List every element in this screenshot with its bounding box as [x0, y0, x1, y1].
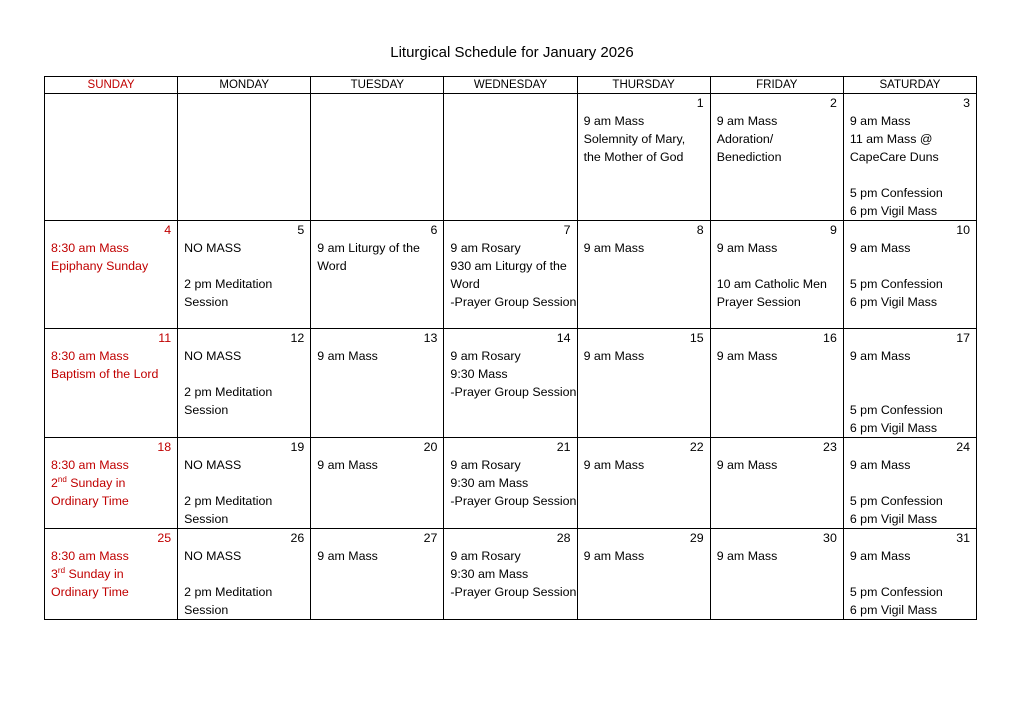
- day-number: 23: [823, 440, 837, 454]
- event-line: 9 am Mass: [716, 458, 778, 472]
- event-line: 9 am Mass: [849, 458, 911, 472]
- event-line: 2nd Sunday in: [51, 474, 126, 490]
- header-wednesday: WEDNESDAY: [444, 77, 577, 94]
- event-line: 9 am Mass: [849, 549, 911, 563]
- day-cell-sunday: [45, 221, 178, 329]
- day-cell-sunday: [45, 438, 178, 529]
- day-number: 14: [556, 331, 571, 345]
- event-line: 9:30 am Mass: [450, 476, 529, 490]
- event-line: 3rd Sunday in: [51, 565, 124, 581]
- event-line: 6 pm Vigil Mass: [849, 295, 938, 309]
- day-cell-tuesday: [311, 329, 444, 438]
- event-line: 6 pm Vigil Mass: [849, 512, 938, 526]
- event-line: 2 pm Meditation: [184, 277, 273, 291]
- day-cell-wednesday: [444, 94, 577, 221]
- day-cell-friday: [710, 329, 843, 438]
- day-number: 29: [689, 531, 704, 545]
- header-saturday: SATURDAY: [843, 77, 976, 94]
- event-line: 9 am Mass: [716, 114, 778, 128]
- event-line: 5 pm Confession: [849, 585, 943, 599]
- day-cell-monday: [178, 94, 311, 221]
- header-tuesday: TUESDAY: [311, 77, 444, 94]
- event-line: 5 pm Confession: [849, 186, 943, 200]
- day-number: 5: [297, 223, 305, 237]
- event-line: Solemnity of Mary,: [583, 132, 686, 146]
- day-cell-wednesday: [444, 221, 577, 329]
- event-line: 9 am Rosary: [450, 241, 521, 255]
- event-line: 9 am Rosary: [450, 458, 521, 472]
- day-number: 1: [696, 96, 704, 110]
- event-line: 9 am Mass: [583, 349, 645, 363]
- day-cell-friday: [710, 94, 843, 221]
- header-monday: MONDAY: [178, 77, 311, 94]
- event-line: 5 pm Confession: [849, 494, 943, 508]
- event-line: 9 am Mass: [849, 241, 911, 255]
- event-line: 2 pm Meditation: [184, 585, 273, 599]
- event-line: Epiphany Sunday: [51, 259, 149, 273]
- day-cell-wednesday: [444, 438, 577, 529]
- event-line: 9 am Mass: [317, 549, 378, 563]
- day-cell-sunday: [45, 94, 178, 221]
- event-line: Adoration/: [716, 132, 774, 146]
- week-row: [45, 329, 977, 438]
- day-cell-tuesday: [311, 221, 444, 329]
- header-sunday: SUNDAY: [45, 77, 178, 94]
- day-cell-wednesday: [444, 529, 577, 620]
- day-cell-friday: [710, 221, 843, 329]
- event-line: [850, 365, 970, 383]
- day-cell-monday: [178, 221, 311, 329]
- week-row: [45, 221, 977, 329]
- event-line: 10 am Catholic Men: [716, 277, 827, 291]
- week-row: [45, 529, 977, 620]
- day-number: 18: [157, 440, 172, 454]
- event-line: 9 am Mass: [317, 349, 378, 363]
- event-line: Ordinary Time: [51, 585, 129, 599]
- event-line: 9 am Mass: [583, 458, 645, 472]
- event-line: -Prayer Group Session: [450, 295, 577, 309]
- event-line: [850, 166, 970, 184]
- event-line: CapeCare Duns: [849, 150, 939, 164]
- day-cell-thursday: [577, 529, 710, 620]
- event-line: 930 am Liturgy of the: [450, 259, 567, 273]
- day-number: 13: [423, 331, 438, 345]
- event-line: 11 am Mass @: [849, 132, 933, 146]
- day-number: 30: [823, 531, 837, 545]
- day-cell-saturday: [843, 329, 976, 438]
- event-line: Prayer Session: [716, 295, 801, 309]
- day-number: 6: [430, 223, 438, 237]
- day-number: [317, 94, 437, 112]
- event-line: 9 am Mass: [583, 114, 645, 128]
- day-number: 19: [290, 440, 305, 454]
- event-line: Ordinary Time: [51, 494, 129, 508]
- day-number: 11: [158, 331, 172, 345]
- event-line: 8:30 am Mass: [51, 241, 129, 255]
- event-line: [717, 257, 837, 275]
- event-line: 9 am Mass: [583, 549, 645, 563]
- day-cell-friday: [710, 438, 843, 529]
- event-line: [184, 565, 304, 583]
- week-row: [45, 438, 977, 529]
- event-line: [184, 474, 304, 492]
- day-cell-monday: [178, 329, 311, 438]
- event-line: Benediction: [716, 150, 782, 164]
- day-cell-tuesday: [311, 438, 444, 529]
- day-number: 8: [696, 223, 704, 237]
- header-friday: FRIDAY: [710, 77, 843, 94]
- event-line: 9 am Mass: [716, 241, 778, 255]
- event-line: -Prayer Group Session: [450, 385, 577, 399]
- day-cell-monday: [178, 529, 311, 620]
- day-number: 24: [956, 440, 970, 454]
- day-number: 28: [556, 531, 571, 545]
- event-line: 9 am Liturgy of the: [317, 241, 420, 255]
- day-number: 10: [956, 223, 970, 237]
- event-line: [184, 365, 304, 383]
- event-line: 9 am Mass: [583, 241, 645, 255]
- day-cell-tuesday: [311, 94, 444, 221]
- day-number: 16: [823, 331, 837, 345]
- day-number: 27: [423, 531, 438, 545]
- event-line: 9:30 Mass: [450, 367, 508, 381]
- day-number: 22: [689, 440, 704, 454]
- event-line: 9 am Mass: [716, 349, 778, 363]
- day-cell-friday: [710, 529, 843, 620]
- day-cell-sunday: [45, 329, 178, 438]
- event-line: 6 pm Vigil Mass: [849, 421, 938, 435]
- event-line: 9 am Mass: [849, 349, 911, 363]
- event-line: [850, 383, 970, 401]
- day-number: [51, 94, 171, 112]
- day-number: 17: [956, 331, 970, 345]
- day-number: 25: [157, 531, 172, 545]
- day-cell-saturday: [843, 94, 976, 221]
- event-line: 9 am Mass: [317, 458, 378, 472]
- day-cell-sunday: [45, 529, 178, 620]
- day-number: 31: [956, 531, 970, 545]
- event-line: NO MASS: [184, 349, 242, 363]
- day-number: [450, 94, 570, 112]
- event-line: 2 pm Meditation: [184, 385, 273, 399]
- day-cell-saturday: [843, 529, 976, 620]
- event-line: Session: [184, 512, 229, 526]
- event-line: 5 pm Confession: [849, 277, 943, 291]
- event-line: 2 pm Meditation: [184, 494, 273, 508]
- day-number: 21: [556, 440, 571, 454]
- event-line: [184, 257, 304, 275]
- event-line: -Prayer Group Session: [450, 494, 577, 508]
- day-cell-monday: [178, 438, 311, 529]
- event-line: 9 am Mass: [716, 549, 778, 563]
- event-line: 9 am Rosary: [450, 349, 521, 363]
- event-line: Word: [450, 277, 480, 291]
- day-cell-tuesday: [311, 529, 444, 620]
- event-line: 5 pm Confession: [849, 403, 943, 417]
- day-cell-thursday: [577, 329, 710, 438]
- event-line: Session: [184, 603, 229, 617]
- day-cell-thursday: [577, 438, 710, 529]
- event-line: 6 pm Vigil Mass: [849, 603, 938, 617]
- event-line: Session: [184, 295, 229, 309]
- day-cell-saturday: [843, 438, 976, 529]
- event-line: Word: [317, 259, 347, 273]
- event-line: 9 am Rosary: [450, 549, 521, 563]
- day-cell-thursday: [577, 94, 710, 221]
- day-cell-saturday: [843, 221, 976, 329]
- day-cell-wednesday: [444, 329, 577, 438]
- day-number: 15: [689, 331, 704, 345]
- event-line: 9 am Mass: [849, 114, 911, 128]
- event-line: 8:30 am Mass: [51, 458, 129, 472]
- event-line: NO MASS: [184, 458, 242, 472]
- event-line: Baptism of the Lord: [51, 367, 159, 381]
- calendar-table: [44, 76, 977, 620]
- page-title: Liturgical Schedule for January 2026: [390, 44, 634, 61]
- header-thursday: THURSDAY: [577, 77, 710, 94]
- day-number: 12: [290, 331, 305, 345]
- event-line: [850, 257, 970, 275]
- weekday-header-row: [45, 77, 977, 94]
- event-line: 9:30 am Mass: [450, 567, 529, 581]
- day-number: 20: [423, 440, 438, 454]
- day-number: 9: [829, 223, 837, 237]
- week-row: [45, 94, 977, 221]
- day-number: 3: [963, 96, 970, 110]
- event-line: Session: [184, 403, 229, 417]
- event-line: -Prayer Group Session: [450, 585, 577, 599]
- event-line: NO MASS: [184, 549, 242, 563]
- calendar-body: [45, 94, 977, 620]
- event-line: the Mother of God: [583, 150, 684, 164]
- event-line: [850, 474, 970, 492]
- day-number: 2: [829, 96, 837, 110]
- day-cell-thursday: [577, 221, 710, 329]
- day-number: 4: [164, 223, 172, 237]
- event-line: 6 pm Vigil Mass: [849, 204, 938, 218]
- day-number: [184, 94, 304, 112]
- day-number: 7: [563, 223, 571, 237]
- event-line: 8:30 am Mass: [51, 349, 129, 363]
- event-line: NO MASS: [184, 241, 242, 255]
- day-number: 26: [290, 531, 305, 545]
- event-line: [850, 565, 970, 583]
- event-line: 8:30 am Mass: [51, 549, 129, 563]
